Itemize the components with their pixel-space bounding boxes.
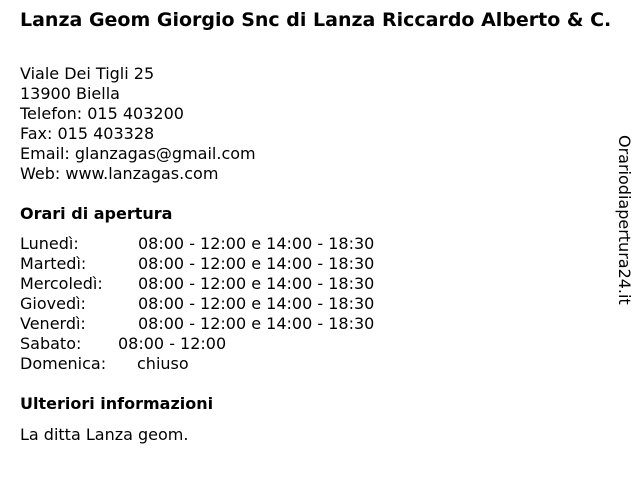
hours-time: 08:00 - 12:00 xyxy=(118,334,227,353)
hours-time: chiuso xyxy=(137,354,189,373)
page-title: Lanza Geom Giorgio Snc di Lanza Riccardo Alberto & C. xyxy=(20,9,612,31)
hours-time: 08:00 - 12:00 e 14:00 - 18:30 xyxy=(138,294,375,313)
hours-time: 08:00 - 12:00 e 14:00 - 18:30 xyxy=(138,254,375,273)
hours-day: Sabato: xyxy=(20,334,82,353)
fax-line xyxy=(20,124,256,144)
hours-day: Mercoledì: xyxy=(20,274,103,293)
email-label: Email: xyxy=(20,144,70,163)
phone-line xyxy=(20,104,256,124)
hours-time: 08:00 - 12:00 e 14:00 - 18:30 xyxy=(138,274,375,293)
address-street: Viale Dei Tigli 25 xyxy=(20,64,155,83)
contact-details xyxy=(20,64,256,184)
fax-label: Fax: xyxy=(20,124,53,143)
additional-info-text: La ditta Lanza geom. xyxy=(20,425,189,444)
hours-day: Giovedì: xyxy=(20,294,86,313)
email-link[interactable]: glanzagas@gmail.com xyxy=(74,144,256,163)
hours-day: Venerdì: xyxy=(20,314,86,333)
web-line xyxy=(20,164,256,184)
hours-time: 08:00 - 12:00 e 14:00 - 18:30 xyxy=(138,234,375,253)
hours-day: Domenica: xyxy=(20,354,107,373)
email-line xyxy=(20,144,256,164)
additional-info-heading: Ulteriori informazioni xyxy=(20,394,214,413)
phone-number[interactable]: 015 403200 xyxy=(87,104,184,123)
site-watermark: Orariodiapertura24.it xyxy=(615,135,634,305)
web-link[interactable]: www.lanzagas.com xyxy=(65,164,219,183)
address-city: 13900 Biella xyxy=(20,84,120,103)
web-label: Web: xyxy=(20,164,61,183)
opening-hours-heading: Orari di apertura xyxy=(20,204,173,223)
fax-number: 015 403328 xyxy=(57,124,155,143)
hours-time: 08:00 - 12:00 e 14:00 - 18:30 xyxy=(138,314,375,333)
phone-label: Telefon: xyxy=(20,104,83,123)
hours-day: Martedì: xyxy=(20,254,87,273)
hours-day: Lunedì: xyxy=(20,234,79,253)
